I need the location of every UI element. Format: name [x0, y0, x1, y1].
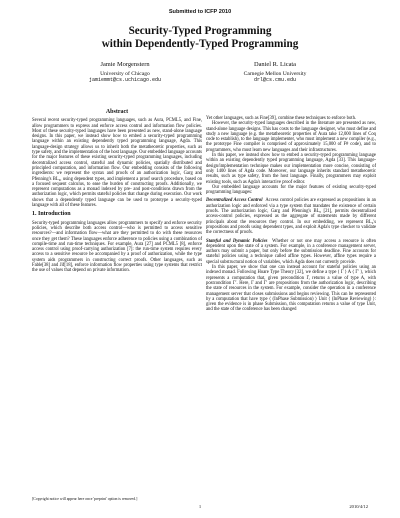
author-email: jamiemmt@cs.uchicago.edu: [88, 77, 161, 84]
copyright-footnote: [Copyright notice will appear here once 'preprint' option is removed.]: [32, 497, 138, 501]
left-column: [32, 110, 202, 274]
feature-paragraph: [206, 239, 376, 265]
subheading: Decentralized Access Control: [206, 198, 263, 204]
intro-heading: 1. Introduction: [32, 211, 71, 218]
paragraph: In this paper, we show that one can instead account for stateful policies using an indexed monad. Following Hoare Type Theory [32], we define a type ⟨ Γ ⟩ A ⟨ Γ′ ⟩, which represents a computation that, given precondition Γ, returns a value of type A, with postcondition Γ′. Here, Γ and Γ′ are propositions from the authorization logic, describing the state of resources in the system. For example, consider the operation in a conference management server that closes submissions and begins reviewing. This can be represented by a computation that have type ⟨ (InPhase Submission) ⟩ Unit ⟨ (InPhase Reviewing) ⟩: given the evidence is in phase Submission, this computation returns a value of type Unit, and the state of the conference has been changed: [206, 265, 376, 313]
author-name: Daniel R. Licata: [253, 61, 297, 68]
author-affiliation: University of Chicago: [100, 70, 150, 77]
paragraph: Yet other languages, such as Fine[39], combine these techniques to enforce both.: [206, 116, 357, 121]
paragraph-text: Whether or not one may access a resource is often dependent upon the state of a system. For example, in a conference management server, authors may submit a paper, but only before the submission deadline. Fine accounts for stateful policies using a technique called affine types. However, affine types require a special substructural notion of variables, which Agda does not currently provide.: [206, 238, 376, 265]
paragraph-text: Access control policies are expressed as propositions in an authorization logic and enforced via a type system that mandates the existence of certain proofs. The authorization logic, Garg and Pfenning's BL₀ [21], permits decentralized access-control policies, expressed as the aggregate of statements made by different principals about the resources they control. In our embedding, we represent BL₀'s propositions and proofs using dependent types, and exploit Agda's type checker to validate the correctness of proofs.: [206, 198, 376, 236]
intro-paragraph: Security-typed programming languages allow programmers to specify and enforce security policies, which describe both access control—who is permitted to access sensitive resources?—and information flow—what are they permitted to do with these resources once they get them? These languages enforce adherence to policies using a combination of compile-time and run-time techniques. For example, Aura [27] and PCML5 [8], enforce access control using proof-carrying authorization [7]: the run-time system requires every access to a sensitive resource be accompanied by a proof of authorization, while the type system aids programmers in constructing correct proofs. Other languages, such as Fable[38] and Jif[18], enforce information flow properties using type systems that restrict the use of values that depend on private information.: [32, 220, 202, 274]
right-column: [206, 116, 376, 313]
paragraph: In this paper, we instead show how to embed a security-typed programming language within an existing dependently typed programming language, Agda [33]. This language-design/implementation technique makes our implementation more concise, consisting of only 1400 lines of Agda code. Moreover, our language inherits standard metatheoretic results, such as type safety, from the host language. Finally, programmers may exploit existing tools, such as Agda's interactive proof editor.: [206, 153, 376, 185]
abstract-text: Several recent security-typed programming languages, such as Aura, PCML5, and Fine, allow programmers to express and enforce access control and information flow policies. Most of these security-typed languages have been presented as new, stand-alone language designs. In this paper, we instead show how to embed a security-typed programming language within an existing dependently typed programming language, Agda. This language-design strategy allows us to inherit both the metatheoretic properties, such as type safety, and the implementation of the host language. Our embedded language accounts for the major features of these existing security-typed programming languages, including decentralized access control, stateful and dynamic policies, spatially distributed and principled computation, and information flow. Our embedding consists of the following ingredients: we represent the syntax and proofs of an authorization logic, Garg and Pfenning's BL₀, using dependent types, and implement a proof search procedure, based on a focused sequent calculus, to ease the burden of constructing proofs. Additionally, we represent computations as a monad indexed by pre- and post-conditions drawn from the authorization logic, which permits stateful policies that change during execution. Our work shows that a dependently typed language can be used to prototype a security-typed language with all of these features.: [32, 118, 202, 209]
author-2: [200, 62, 350, 84]
abstract-heading: Abstract: [105, 109, 129, 115]
author-email: drl@cs.cmu.edu: [253, 77, 296, 84]
paragraph: However, the security-typed languages described in the literature are presented as new, stand-alone language designs. This has costs to the language designer, who must define and study a new language (e.g. the metatheoretic properties of Aura take 12,000 lines of Coq code to establish), to the language implementer, who must implement a new compiler (e.g., the prototype Fine compiler is comprised of approximately 15,000 of F# code), and to programmers, who must learn new languages and their infrastructures.: [206, 121, 376, 153]
author-affiliation: Carnegie Mellon University: [243, 70, 307, 77]
feature-paragraph: [206, 198, 376, 235]
author-name: Jamie Morgenstern: [100, 61, 150, 68]
title-line-2: within Dependently-Typed Programming: [101, 38, 299, 50]
submission-header: Submitted to ICFP 2010: [168, 9, 232, 15]
page-number: 1: [198, 504, 202, 509]
page-date: 2010/4/12: [349, 504, 368, 509]
author-1: [50, 62, 200, 84]
title-line-1: Security-Typed Programming: [128, 25, 272, 37]
paragraph: Our embedded language accounts for the major features of existing security-typed programming languages:: [206, 184, 376, 196]
subheading: Stateful and Dynamic Policies: [206, 238, 268, 244]
paper-title: [0, 25, 400, 51]
